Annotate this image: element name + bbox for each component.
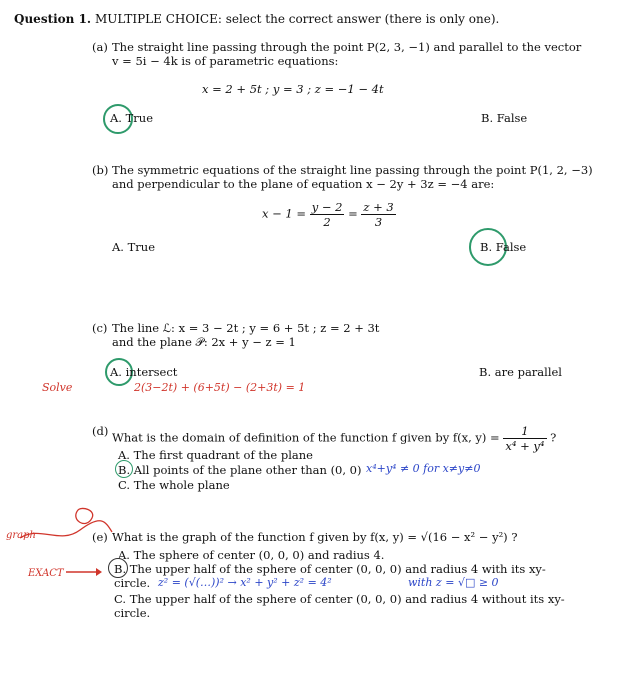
red-pen-scribble bbox=[0, 500, 120, 560]
part-d-option-c[interactable]: C. The whole plane bbox=[118, 478, 230, 492]
part-e-text-1: What is the graph of the function f given by f(x, y) = √(16 − x² − y²) ? bbox=[112, 530, 518, 544]
part-d-frac-num: 1 bbox=[503, 424, 546, 439]
part-b-text-2: and perpendicular to the plane of equation x − 2y + 3z = −4 are: bbox=[112, 177, 495, 191]
part-d-option-a[interactable]: A. The first quadrant of the plane bbox=[118, 448, 313, 462]
part-a-text-2: v = 5i − 4k is of parametric equations: bbox=[112, 54, 339, 68]
part-e-handwritten-blue-2: with z = √□ ≥ 0 bbox=[408, 576, 499, 589]
part-a-equation: x = 2 + 5t ; y = 3 ; z = −1 − 4t bbox=[202, 82, 384, 96]
part-d-text: What is the domain of definition of the function f given by f(x, y) = bbox=[112, 430, 500, 445]
part-b-eq-left: x − 1 = bbox=[262, 206, 307, 221]
part-a-option-b[interactable]: B. False bbox=[481, 111, 528, 125]
part-e-option-b-line-2[interactable]: circle. bbox=[114, 576, 151, 590]
part-b-tag: (b) bbox=[92, 163, 109, 177]
part-b-fraction-2 bbox=[361, 200, 395, 229]
part-e-option-c-line-2[interactable]: circle. bbox=[114, 606, 151, 620]
question-label: Question 1. bbox=[14, 12, 92, 26]
part-b-frac2-num: z + 3 bbox=[363, 200, 394, 214]
part-c-tag: (c) bbox=[92, 321, 108, 335]
part-d-frac-den: x⁴ + y⁴ bbox=[505, 439, 545, 453]
part-b-text-1: The symmetric equations of the straight line passing through the point P(1, 2, −3) bbox=[112, 163, 593, 177]
part-b-option-a[interactable]: A. True bbox=[112, 240, 155, 254]
part-b-frac1-den: 2 bbox=[323, 215, 331, 229]
part-b-option-b[interactable]: B. False bbox=[480, 240, 527, 254]
part-c-text-1: The line ℒ: x = 3 − 2t ; y = 6 + 5t ; z = 2 + 3t bbox=[112, 321, 380, 335]
part-d-fraction bbox=[503, 424, 546, 453]
part-e-tag: (e) bbox=[92, 530, 108, 544]
part-e-handwritten-exact: EXACT bbox=[28, 568, 64, 579]
part-c-handwritten-equation: 2(3−2t) + (6+5t) − (2+3t) = 1 bbox=[134, 381, 306, 394]
part-d-tag: (d) bbox=[92, 424, 109, 438]
part-d-qmark: ? bbox=[550, 430, 557, 445]
question-heading bbox=[14, 12, 499, 26]
part-e-option-b-line-1[interactable]: B. The upper half of the sphere of center (0, 0, 0) and radius 4 with its xy- bbox=[114, 562, 546, 576]
part-e-option-a[interactable]: A. The sphere of center (0, 0, 0) and radius 4. bbox=[118, 548, 385, 562]
part-d-handwritten-note: x⁴+y⁴ ≠ 0 for x≠y≠0 bbox=[366, 462, 481, 475]
part-c-option-a[interactable]: A. intersect bbox=[110, 365, 178, 379]
part-e-arrow-icon bbox=[66, 566, 102, 578]
part-b-eq-mid: = bbox=[348, 206, 358, 221]
part-b-fraction-1 bbox=[310, 200, 345, 229]
part-a-option-a[interactable]: A. True bbox=[110, 111, 153, 125]
part-c-handwritten-solve: Solve bbox=[42, 381, 73, 394]
part-e-handwritten-blue-1: z² = (√(…))² → x² + y² + z² = 4² bbox=[158, 576, 332, 589]
part-b-frac2-den: 3 bbox=[374, 215, 383, 229]
part-c-option-b[interactable]: B. are parallel bbox=[479, 365, 562, 379]
part-a-text-1: The straight line passing through the point P(2, 3, −1) and parallel to the vector bbox=[112, 40, 582, 54]
part-e-option-c-line-1[interactable]: C. The upper half of the sphere of center (0, 0, 0) and radius 4 without its xy- bbox=[114, 592, 565, 606]
part-b-frac1-num: y − 2 bbox=[311, 200, 343, 214]
part-c-text-2: and the plane 𝒫: 2x + y − z = 1 bbox=[112, 335, 296, 349]
question-instruction: MULTIPLE CHOICE: select the correct answer (there is only one). bbox=[94, 12, 500, 26]
part-e-handwritten-left: graph bbox=[6, 530, 36, 541]
part-a-tag: (a) bbox=[92, 40, 108, 54]
part-b-equation bbox=[262, 200, 396, 229]
part-d-option-b[interactable]: B. All points of the plane other than (0, 0) bbox=[118, 463, 362, 477]
